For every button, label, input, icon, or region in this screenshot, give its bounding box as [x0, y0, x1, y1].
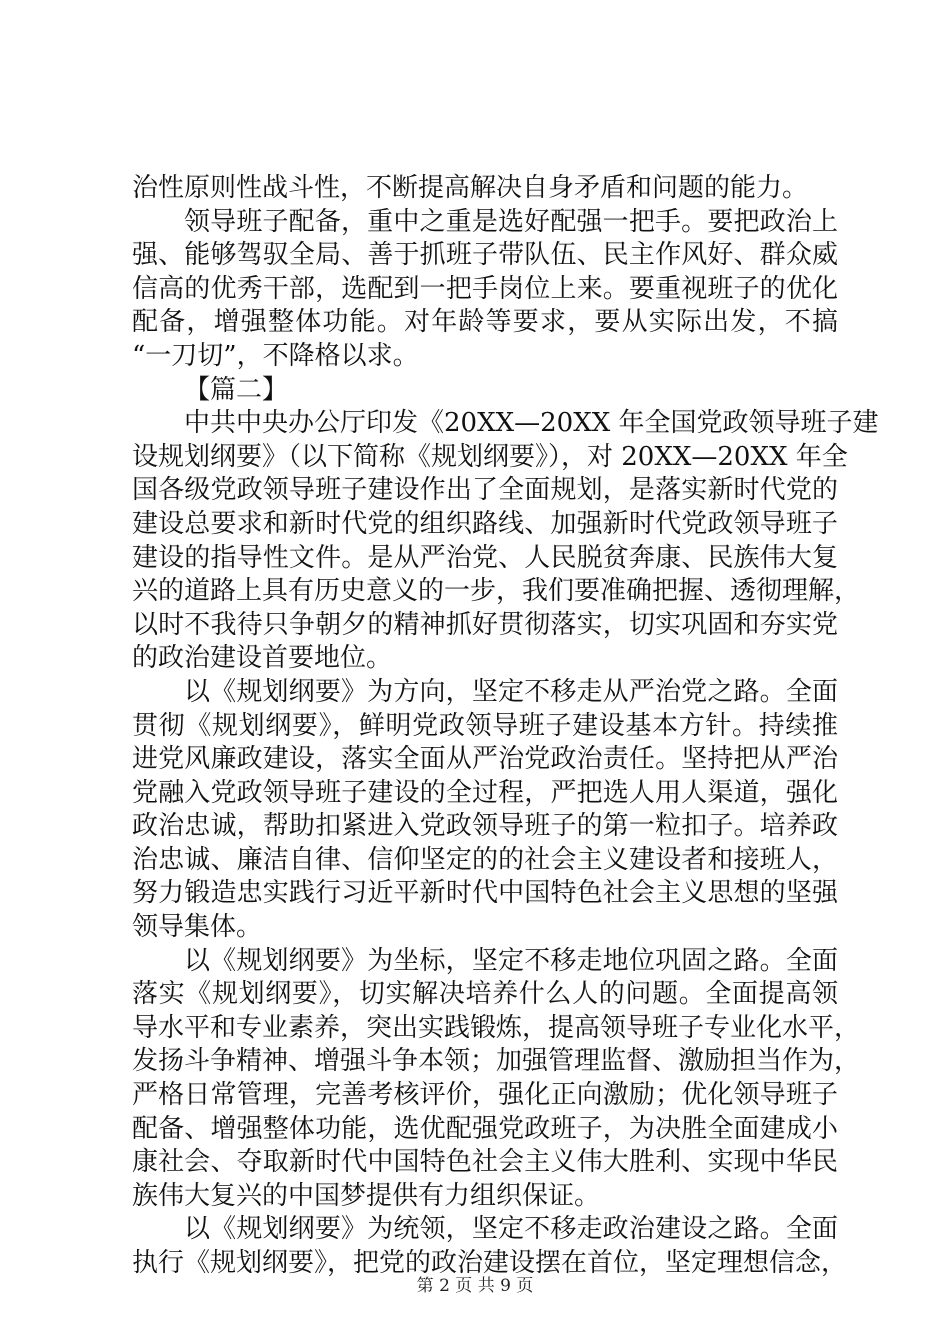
text-line: 治忠诚、廉洁自律、信仰坚定的的社会主义建设者和接班人，	[132, 844, 838, 875]
text-line: “一刀切”，不降格以求。	[132, 340, 419, 371]
text-line: 的政治建设首要地位。	[132, 643, 393, 674]
text-line: 落实《规划纲要》，切实解决培养什么人的问题。全面提高领	[132, 979, 838, 1010]
text-line: 发扬斗争精神、增强斗争本领；加强管理监督、激励担当作为，	[132, 1046, 861, 1077]
text-line: 导水平和专业素养，突出实践锻炼，提高领导班子专业化水平，	[132, 1012, 861, 1043]
text-line: 中共中央办公厅印发《20XX—20XX 年全国党政领导班子建	[184, 408, 879, 439]
text-line: 信高的优秀干部，选配到一把手岗位上来。要重视班子的优化	[132, 273, 838, 304]
text-line: 执行《规划纲要》，把党的政治建设摆在首位，坚定理想信念，	[132, 1248, 848, 1278]
text-line: 强、能够驾驭全局、善于抓班子带队伍、民主作风好、群众威	[132, 240, 838, 271]
text-line: 领导班子配备，重中之重是选好配强一把手。要把政治上	[184, 206, 838, 237]
text-line: 国各级党政领导班子建设作出了全面规划，是落实新时代党的	[132, 475, 838, 506]
text-line: 努力锻造忠实践行习近平新时代中国特色社会主义思想的坚强	[132, 878, 838, 909]
text-line: 严格日常管理，完善考核评价，强化正向激励；优化领导班子	[132, 1080, 838, 1111]
page-footer: 第 2 页 共 9 页	[416, 1276, 534, 1296]
text-line: 进党风廉政建设，落实全面从严治党政治责任。坚持把从严治	[132, 744, 838, 775]
document-body	[132, 172, 879, 1281]
text-line: 兴的道路上具有历史意义的一步，我们要准确把握、透彻理解，	[132, 576, 861, 607]
text-line: 政治忠诚，帮助扣紧进入党政领导班子的第一粒扣子。培养政	[132, 811, 838, 842]
text-line: 治性原则性战斗性，不断提高解决自身矛盾和问题的能力。	[132, 173, 809, 203]
text-line: 设规划纲要》（以下简称《规划纲要》），对 20XX—20XX 年全	[132, 441, 848, 472]
text-line: 康社会、夺取新时代中国特色社会主义伟大胜利、实现中华民	[132, 1147, 838, 1178]
text-line: 【篇二】	[184, 374, 289, 405]
text-line: 以《规划纲要》为统领，坚定不移走政治建设之路。全面	[184, 1214, 838, 1245]
text-line: 配备，增强整体功能。对年龄等要求，要从实际出发，不搞	[132, 307, 838, 338]
text-line: 以《规划纲要》为坐标，坚定不移走地位巩固之路。全面	[184, 945, 838, 976]
text-line: 以《规划纲要》为方向，坚定不移走从严治党之路。全面	[184, 676, 838, 707]
text-line: 建设总要求和新时代党的组织路线、加强新时代党政领导班子	[132, 508, 838, 539]
text-line: 以时不我待只争朝夕的精神抓好贯彻落实，切实巩固和夯实党	[132, 609, 838, 640]
text-line: 贯彻《规划纲要》，鲜明党政领导班子建设基本方针。持续推	[132, 710, 838, 741]
text-line: 建设的指导性文件。是从严治党、人民脱贫奔康、民族伟大复	[132, 542, 838, 573]
text-line: 领导集体。	[132, 912, 263, 943]
text-line: 配备、增强整体功能，选优配强党政班子，为决胜全面建成小	[132, 1113, 838, 1144]
text-line: 党融入党政领导班子建设的全过程，严把选人用人渠道，强化	[132, 777, 838, 808]
text-line: 族伟大复兴的中国梦提供有力组织保证。	[132, 1180, 601, 1211]
